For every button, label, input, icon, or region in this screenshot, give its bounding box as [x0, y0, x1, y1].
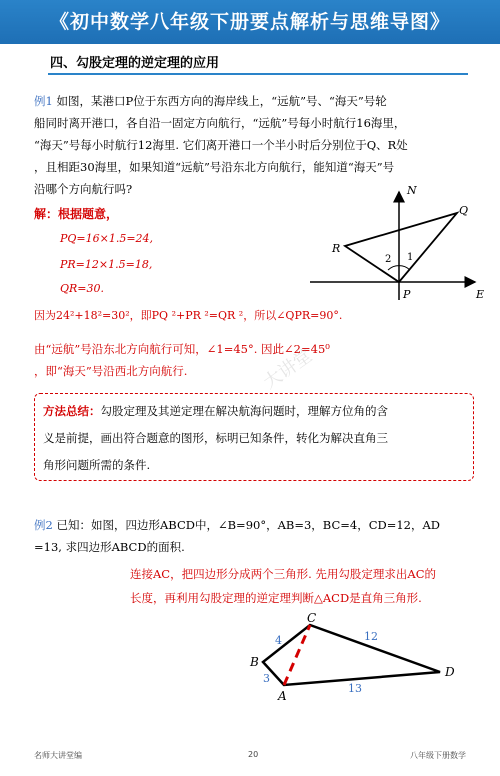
label-angle-1: 1 [407, 252, 414, 263]
method-summary-box [34, 393, 474, 481]
label-B: B [250, 655, 259, 669]
page-title: 《初中数学八年级下册要点解析与思维导图》 [0, 0, 500, 44]
method-line: 勾股定理及其逆定理在解决航海问题时，理解方位角的含 [100, 404, 388, 418]
label-R: R [332, 242, 341, 255]
conclusion-line: ，即“海天”号沿西北方向航行. [34, 364, 188, 378]
label-P: P [403, 288, 411, 301]
example-1-line: 船同时离开港口，各自沿一固定方向航行，“远航”号每小时航行16海里， [34, 116, 406, 130]
method-line: 角形问题所需的条件. [43, 458, 151, 472]
example-1-line: 沿哪个方向航行吗? [34, 182, 133, 196]
label-angle-2: 2 [385, 254, 392, 265]
example-2-hint [130, 562, 480, 610]
length-ad: 13 [348, 682, 362, 695]
label-A: A [278, 689, 287, 703]
hint-line: 连接AC，把四边形分成两个三角形. 先用勾股定理求出AC的 [130, 567, 437, 581]
quadrilateral-abcd [263, 625, 440, 685]
label-C: C [307, 611, 317, 625]
label-N: N [407, 184, 417, 197]
quadrilateral-diagram [240, 610, 470, 705]
example-1-line: 如图，某港口P位于东西方向的海岸线上，“远航”号、“海天”号轮 [52, 94, 387, 108]
label-D: D [445, 665, 455, 679]
label-E: E [476, 288, 485, 301]
solution-conclusion [34, 338, 474, 382]
example-1-line: “海天”号每小时航行12海里. 它们离开港口一个半小时后分别位于Q、R处 [34, 138, 408, 152]
example-2-line: =13, 求四边形ABCD的面积. [34, 540, 185, 554]
section-heading: 四、勾股定理的逆定理的应用 [50, 56, 220, 71]
example-1-label: 例1 [34, 94, 53, 108]
solution-line: PR=12×1.5=18, [60, 258, 153, 271]
example-2-label: 例2 [34, 518, 53, 532]
footer-right: 八年级下册数学 [410, 751, 466, 760]
conclusion-line: 由“远航”号沿东北方向航行可知，∠1=45°. 因此∠2=45⁰ [34, 342, 330, 356]
triangle-pqr [345, 213, 457, 282]
solution-because: 因为24²+18²=30²，即PQ ²+PR ²=QR ²，所以∠QPR=90°. [34, 309, 343, 322]
watermark-text: 大讲堂 [259, 345, 317, 394]
solution-line: PQ=16×1.5=24, [60, 232, 154, 245]
footer-page-number: 20 [248, 750, 259, 759]
method-summary-label: 方法总结： [43, 404, 101, 418]
navigation-diagram [310, 180, 500, 310]
label-Q: Q [459, 204, 469, 217]
method-line: 义是前提，画出符合题意的图形，标明已知条件，转化为解决直角三 [43, 431, 388, 445]
footer-left: 名师大讲堂编 [34, 751, 82, 760]
length-bc: 4 [275, 634, 282, 647]
length-ab: 3 [263, 672, 270, 685]
length-cd: 12 [364, 630, 378, 643]
section-divider [48, 73, 468, 75]
solution-heading: 解：根据题意， [34, 207, 119, 221]
example-1-line: ，且相距30海里，如果知道“远航”号沿东北方向航行，能知道“海天”号 [34, 160, 395, 174]
example-2-text [34, 514, 474, 558]
example-2-line: 已知：如图，四边形ABCD中，∠B=90°，AB=3，BC=4，CD=12，AD [52, 518, 441, 532]
hint-line: 长度，再利用勾股定理的逆定理判断△ACD是直角三角形. [130, 591, 422, 605]
solution-line: QR=30. [60, 282, 105, 295]
